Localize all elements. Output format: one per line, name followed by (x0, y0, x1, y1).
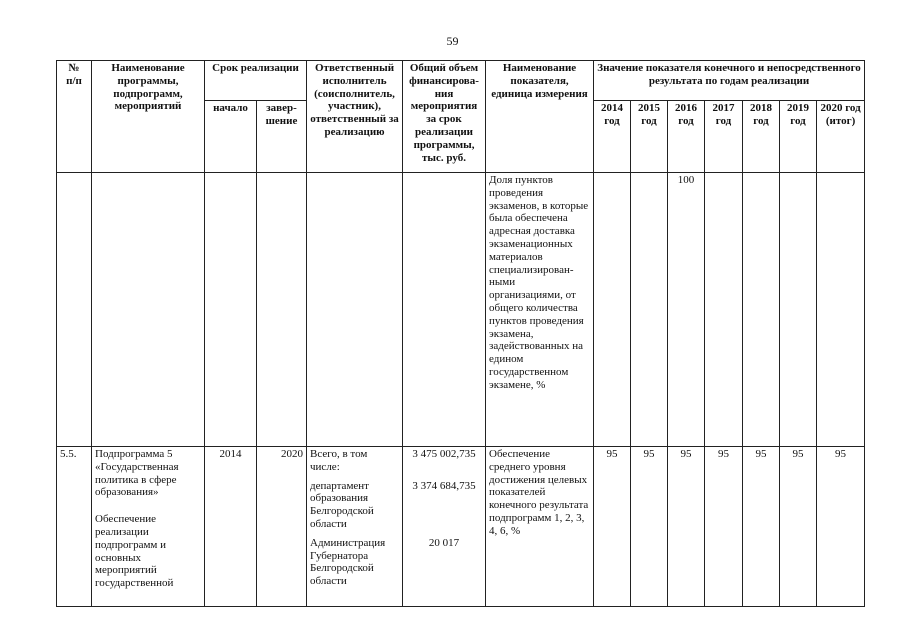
row1-funding (403, 173, 486, 447)
header-year-2019: 2019 год (780, 101, 817, 173)
header-name: Наименование программы, подпрограмм, мероприятий (92, 61, 205, 173)
row2-executor (307, 447, 403, 607)
row2-executor-total: Всего, в том числе: (310, 448, 368, 473)
row2-value-2014: 95 (594, 447, 631, 607)
row1-value-2017 (705, 173, 743, 447)
row1-executor (307, 173, 403, 447)
header-funding: Общий объем финансирова-ния мероприятия за срок реализации программы, тыс. руб. (403, 61, 486, 173)
header-year-2020: 2020 год (итог) (817, 101, 865, 173)
row1-value-2020 (817, 173, 865, 447)
header-year-2018: 2018 год (743, 101, 780, 173)
row1-start (205, 173, 257, 447)
header-values-title: Значение показателя конечного и непосредственного результата по годам реализации (594, 61, 865, 101)
row2-value-2019: 95 (780, 447, 817, 607)
row2-funding-department: 3 374 684,735 (412, 479, 476, 492)
header-year-2017: 2017 год (705, 101, 743, 173)
header-row-1 (57, 61, 865, 101)
row2-funding-total: 3 475 002,735 (412, 448, 476, 460)
program-indicators-table (56, 60, 865, 607)
row1-name (92, 173, 205, 447)
header-term: Срок реализации (205, 61, 307, 101)
row1-value-2018 (743, 173, 780, 447)
row2-number: 5.5. (57, 447, 92, 607)
header-year-2016: 2016 год (668, 101, 705, 173)
row1-number (57, 173, 92, 447)
page-number: 59 (446, 34, 459, 48)
row2-end: 2020 (257, 447, 307, 607)
row2-indicator: Обеспечение среднего уровня достижения целевых показателей конечного результата подпрограмм 1, 2, 3, 4, 6, % (486, 447, 594, 607)
header-end: завер- шение (257, 101, 307, 173)
row2-executor-department: департамент образования Белгородской области (310, 479, 374, 530)
header-year-2015: 2015 год (631, 101, 668, 173)
row1-value-2015 (631, 173, 668, 447)
header-year-2014: 2014 год (594, 101, 631, 173)
row1-value-2014 (594, 173, 631, 447)
row2-funding (403, 447, 486, 607)
row2-value-2018: 95 (743, 447, 780, 607)
row1-end (257, 173, 307, 447)
table-row (57, 447, 865, 607)
table-row (57, 173, 865, 447)
row1-value-2019 (780, 173, 817, 447)
row2-start: 2014 (205, 447, 257, 607)
row1-value-2016: 100 (668, 173, 705, 447)
header-executor: Ответственный исполнитель (соисполнитель, участник), ответственный за реализацию (307, 61, 403, 173)
header-start: начало (205, 101, 257, 173)
row2-funding-administration: 20 017 (428, 536, 460, 549)
row2-executor-administration: Администрация Губернатора Белгородской области (310, 536, 386, 588)
row2-value-2020: 95 (817, 447, 865, 607)
row2-value-2015: 95 (631, 447, 668, 607)
row2-value-2017: 95 (705, 447, 743, 607)
header-number: № п/п (57, 61, 92, 173)
header-indicator: Наименование показателя, единица измерения (486, 61, 594, 173)
row2-value-2016: 95 (668, 447, 705, 607)
row2-program-title: Подпрограмма 5 «Государственная политика в сфере образования» (95, 448, 179, 499)
row2-name (92, 447, 205, 607)
row2-subprogram-text: Обеспечение реализации подпрограмм и основных мероприятий государственной (95, 513, 174, 590)
row1-indicator: Доля пунктов проведения экзаменов, в которые была обеспечена адресная доставка экзаменационных материалов специализирован-ными организациями, от общего количества пунктов проведения экзамена, задействованных на едином государственном экзамене, % (486, 173, 594, 447)
